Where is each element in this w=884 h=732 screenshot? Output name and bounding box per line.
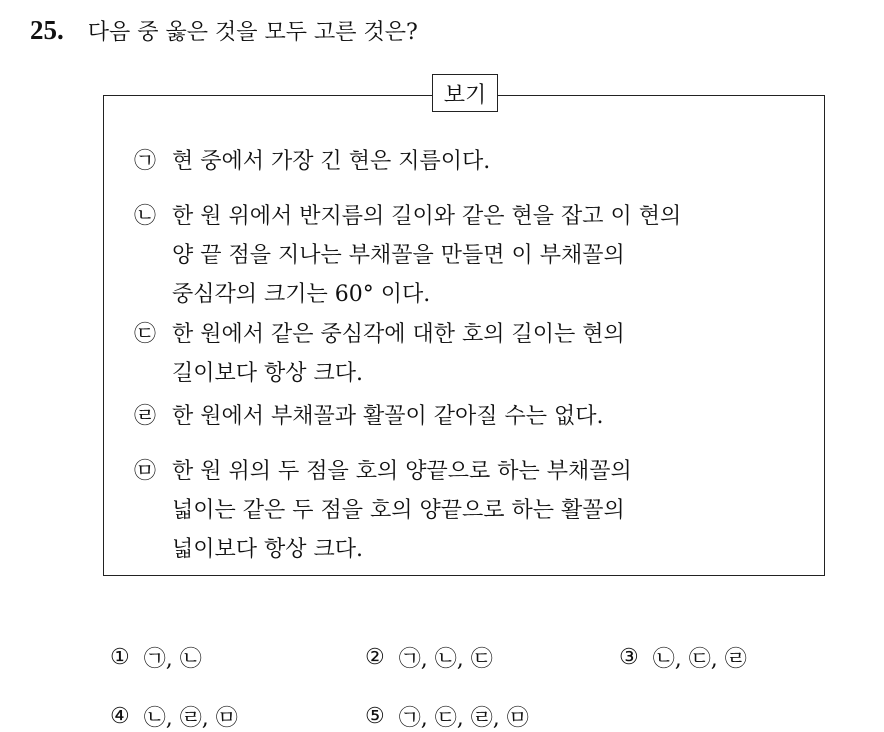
choice-4[interactable]: [110, 700, 238, 732]
choice-2[interactable]: [365, 641, 493, 673]
statement-marker: ㉣: [134, 404, 157, 429]
statement-line: 현 중에서 가장 긴 현은 지름이다.: [172, 149, 491, 174]
statement-rieul: [134, 397, 604, 436]
choice-number: ⑤: [365, 703, 385, 729]
statement-marker: ㉠: [134, 149, 157, 174]
question-number: 25.: [30, 14, 64, 45]
statement-text: [172, 452, 632, 569]
statement-marker: ㉤: [134, 459, 157, 484]
statement-line: 한 원 위의 두 점을 호의 양끝으로 하는 부채꼴의: [172, 459, 632, 484]
statement-text: [172, 397, 604, 436]
statement-line: 넓이는 같은 두 점을 호의 양끝으로 하는 활꼴의: [172, 498, 625, 523]
choice-3[interactable]: [619, 641, 747, 673]
statement-marker: ㉡: [134, 204, 157, 229]
choice-number: ③: [619, 644, 639, 670]
choice-1[interactable]: [110, 641, 202, 673]
statement-line: 한 원에서 부채꼴과 활꼴이 같아질 수는 없다.: [172, 404, 604, 429]
bogi-title: 보기: [432, 74, 498, 112]
statement-text: [172, 197, 681, 314]
statement-mieum: [134, 452, 632, 569]
statement-line: 한 원에서 같은 중심각에 대한 호의 길이는 현의: [172, 322, 625, 347]
statement-line: 양 끝 점을 지나는 부채꼴을 만들면 이 부채꼴의: [172, 243, 625, 268]
choice-answer: ㉠, ㉢, ㉣, ㉤: [398, 705, 529, 731]
statement-marker: ㉢: [134, 322, 157, 347]
statement-line: 중심각의 크기는 60° 이다.: [172, 282, 431, 307]
statement-line: 한 원 위에서 반지름의 길이와 같은 현을 잡고 이 현의: [172, 204, 682, 229]
question-text: 다음 중 옳은 것을 모두 고른 것은?: [87, 19, 418, 45]
choice-number: ②: [365, 644, 385, 670]
statement-text: [172, 315, 625, 393]
statement-giyeok: [134, 142, 490, 181]
choice-answer: ㉡, ㉢, ㉣: [652, 646, 747, 672]
statement-text: [172, 142, 490, 181]
bogi-box: [103, 82, 825, 576]
statement-nieun: [134, 197, 681, 314]
statement-line: 넓이보다 항상 크다.: [172, 537, 363, 562]
statement-digeut: [134, 315, 625, 393]
choice-5[interactable]: [365, 700, 529, 732]
choice-answer: ㉡, ㉣, ㉤: [143, 705, 238, 731]
statement-line: 길이보다 항상 크다.: [172, 361, 363, 386]
question-header: [30, 10, 418, 50]
choice-number: ①: [110, 644, 130, 670]
choice-answer: ㉠, ㉡, ㉢: [398, 646, 493, 672]
choice-answer: ㉠, ㉡: [143, 646, 202, 672]
choice-number: ④: [110, 703, 130, 729]
